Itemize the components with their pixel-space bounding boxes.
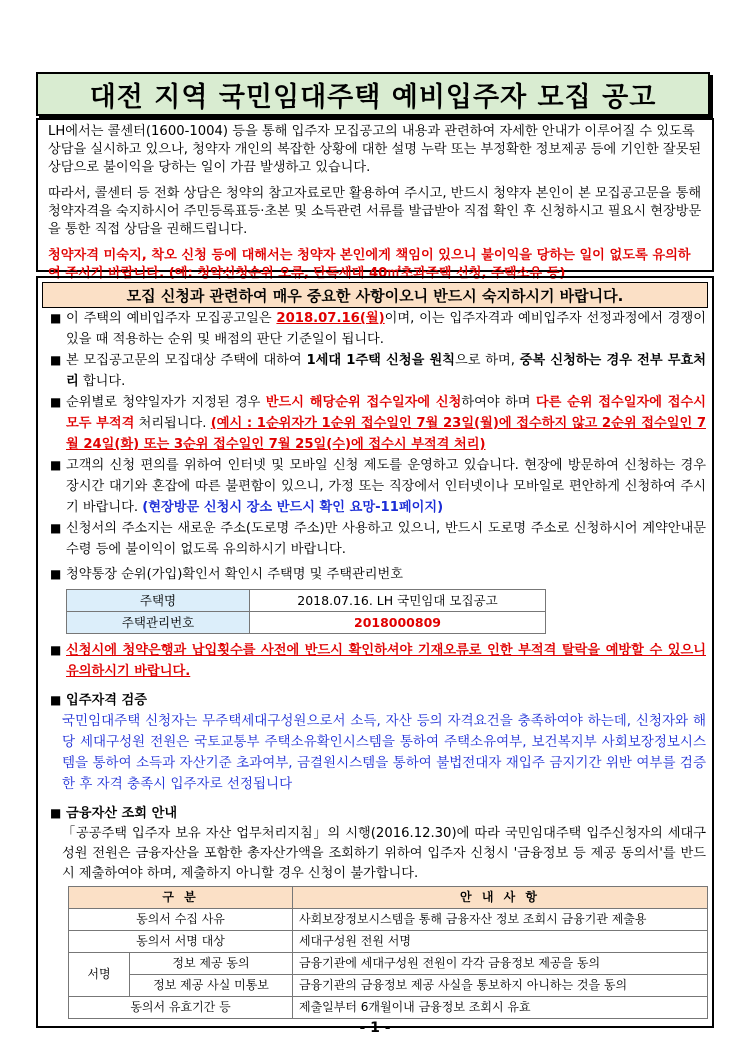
table-row: 동의서 서명 대상 세대구성원 전원 서명 <box>69 931 708 953</box>
table-row: 동의서 수집 사유 사회보장정보시스템을 통해 금융자산 정보 조회시 금융기관 제출용 <box>69 909 708 931</box>
notice-warning: 청약자격 미숙지, 착오 신청 등에 대해서는 청약자 본인에게 책임이 있으니 불이익을 당하는 일이 없도록 유의하여 주시기 바랍니다. (예: 청약신청순위 오류, 단독세대 40㎡초과주택 신청, 주택소유 등) <box>48 248 691 281</box>
square-bullet-icon: ■ <box>50 567 62 581</box>
announcement-date: 2018.07.16(월) <box>276 311 385 326</box>
page-number: - 1 - <box>359 1020 391 1036</box>
square-bullet-icon: ■ <box>50 311 62 325</box>
qualification-body: 국민임대주택 신청자는 무주택세대구성원으로서 소득, 자산 등의 자격요건을 충족하여야 하는데, 신청자와 해당 세대구성원 전원은 국토교통부 주택소유확인시스템을 통하여 주택소유여부, 보건복지부 사회보장정보시스템을 통하여 소득과 자산기준 초과여부, 금결원시스템을 통하여 불법전대자 재입주 금지기간 위반 여부를 검증한 후 자격 충족시 입주자로 선정됩니다 <box>62 713 706 792</box>
table-row: 주택명 2018.07.16. LH 국민임대 모집공고 <box>67 590 546 612</box>
important-banner: 모집 신청과 관련하여 매우 중요한 사항이오니 반드시 숙지하시기 바랍니다. <box>42 282 708 308</box>
list-item: ■ 신청서의 주소지는 새로운 주소(도로명 주소)만 사용하고 있으니, 반드시 도로명 주소로 신청하시어 계약안내문 수령 등에 불이익이 없도록 유의하시기 바랍니다. <box>48 518 706 560</box>
main-section <box>36 276 714 1028</box>
finance-consent-table <box>68 886 708 1019</box>
table-row: 구 분 안 내 사 항 <box>69 887 708 909</box>
square-bullet-icon: ■ <box>50 458 62 472</box>
square-bullet-icon: ■ <box>50 521 62 535</box>
list-item: ■ 고객의 신청 편의를 위하여 인터넷 및 모바일 신청 제도를 운영하고 있습니다. 현장에 방문하여 신청하는 경우 장시간 대기와 혼잡에 따른 불편함이 있으니, 가정 또는 직장에서 인터넷이나 모바일로 편안하게 신청하여 주시기 바랍니다. (현장방문 신청시 장소 반드시 확인 요망-11페이지) <box>48 455 706 518</box>
page-title: 대전 지역 국민임대주택 예비입주자 모집 공고 <box>89 81 657 113</box>
notice-box <box>36 118 714 281</box>
table-row: 동의서 유효기간 등 제출일부터 6개월이내 금융정보 조회시 유효 <box>69 997 708 1019</box>
notice-paragraph-2: 따라서, 콜센터 등 전화 상담은 청약의 참고자료로만 활용하여 주시고, 반드시 청약자 본인이 본 모집공고문을 통해 청약자격을 숙지하시어 주민등록표등·초본 및 소득관련 서류를 발급받아 직접 확인 후 신청하시고 필요시 현장방문을 통한 직접 상담을 권해드립니다. <box>48 186 702 237</box>
list-item: ■ 신청시에 청약은행과 납입횟수를 사전에 반드시 확인하셔야 기재오류로 인한 부적격 탈락을 예방할 수 있으니 유의하시기 바랍니다. <box>48 640 706 682</box>
square-bullet-icon: ■ <box>50 806 62 820</box>
page-title-box <box>36 72 710 116</box>
finance-body: 「공공주택 입주자 보유 자산 업무처리지침」의 시행(2016.12.30)에 따라 국민임대주택 입주신청자의 세대구성원 전원은 금융자산을 포함한 총자산가액을 조회하기 위하여 입주자 신청시 '금융정보 등 제공 동의서'를 반드시 제출하여야 하며, 제출하지 아니할 경우 신청이 불가합니다. <box>62 826 706 881</box>
list-item: ■ 이 주택의 예비입주자 모집공고일은 2018.07.16(월)이며, 이는 입주자격과 예비입주자 선정과정에서 경쟁이 있을 때 적용하는 순위 및 배점의 판단 기준일이 됩니다. <box>48 308 706 350</box>
square-bullet-icon: ■ <box>50 643 62 657</box>
list-item: ■ 청약통장 순위(가입)확인서 확인시 주택명 및 주택관리번호 <box>48 564 706 585</box>
section-heading: ■ 입주자격 검증 <box>48 690 706 711</box>
section-heading: ■ 금융자산 조회 안내 <box>48 803 706 824</box>
table-row: 서명 정보 제공 동의 금융기관에 세대구성원 전원이 각각 금융정보 제공을 동의 <box>69 953 708 975</box>
square-bullet-icon: ■ <box>50 353 62 367</box>
house-info-table <box>66 589 546 634</box>
list-item: ■ 순위별로 청약일자가 지정된 경우 반드시 해당순위 접수일자에 신청하여야 하며 다른 순위 접수일자에 접수시 모두 부적격 처리됩니다. (예시 : 1순위자가 1순위 접수일인 7월 23일(월)에 접수하지 않고 2순위 접수일인 7월 24일(화) 또는 3순위 접수일인 7월 25일(수)에 접수시 부적격 처리) <box>48 392 706 455</box>
notice-paragraph-1: LH에서는 콜센터(1600-1004) 등을 통해 입주자 모집공고의 내용과 관련하여 자세한 안내가 이루어질 수 있도록 상담을 실시하고 있으나, 청약자 개인의 복잡한 상황에 대한 설명 누락 또는 부정확한 정보제공 등에 기인한 잘못된 상담으로 불이익을 당하는 일이 가끔 발생하고 있습니다. <box>48 124 702 175</box>
list-item: ■ 본 모집공고문의 모집대상 주택에 대하여 1세대 1주택 신청을 원칙으로 하며, 중복 신청하는 경우 전부 무효처리 합니다. <box>48 350 706 392</box>
table-row: 정보 제공 사실 미통보 금융기관의 금융정보 제공 사실을 통보하지 아니하는 것을 동의 <box>69 975 708 997</box>
square-bullet-icon: ■ <box>50 693 62 707</box>
square-bullet-icon: ■ <box>50 395 62 409</box>
main-content <box>48 308 706 1019</box>
table-row: 주택관리번호 2018000809 <box>67 612 546 634</box>
